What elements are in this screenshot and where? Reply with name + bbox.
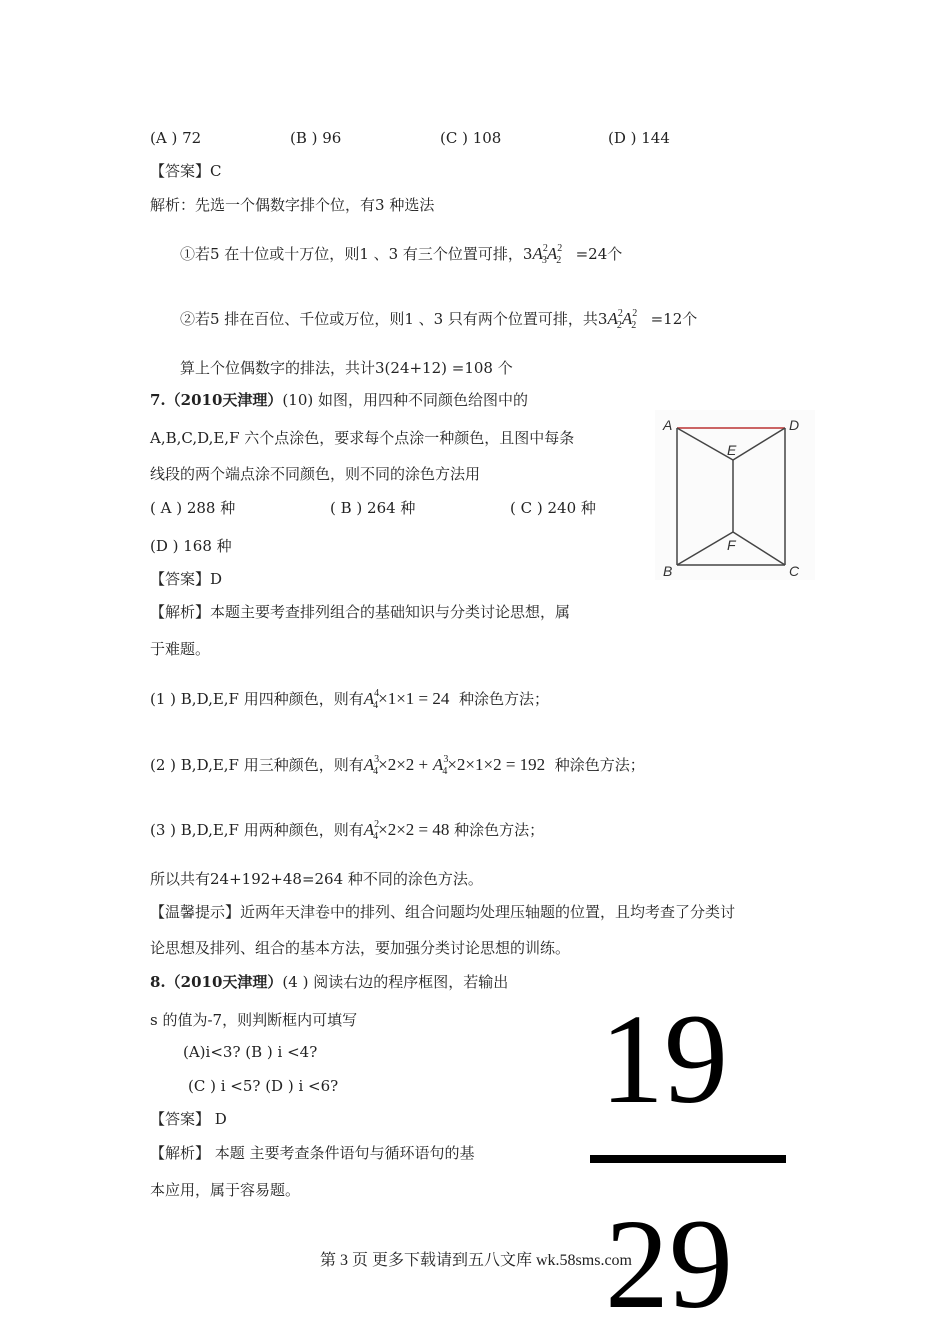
label-d: D [789, 417, 800, 433]
label-f: F [727, 537, 736, 553]
q7-case2-math2: ×2×1×2 = 192 [447, 755, 546, 774]
q6-case2-result: =12个 [650, 310, 698, 328]
q7-option-a: ( A ) 288 种 [150, 499, 236, 517]
q8-options-line1: (A)i<3? (B ) i <4? [183, 1043, 318, 1061]
q7-option-d: (D ) 168 种 [150, 537, 232, 555]
q7-case1 [150, 684, 549, 716]
label-b: B [663, 563, 673, 579]
label-e: E [727, 442, 737, 458]
q7-case1-text: (1 ) B,D,E,F 用四种颜色，则有 [150, 690, 364, 708]
q6-case1-text: ①若5 在十位或十万位，则1 、3 有三个位置可排，3 [180, 245, 533, 263]
q7-option-b: ( B ) 264 种 [330, 499, 416, 517]
q8-analysis-line1: 【解析】 本题 主要考查条件语句与循环语句的基 [150, 1144, 475, 1162]
q8-options-line2: (C ) i <5? (D ) i <6? [188, 1077, 339, 1095]
q7-case2-text: (2 ) B,D,E,F 用三种颜色，则有 [150, 756, 364, 774]
q7-case3-text: (3 ) B,D,E,F 用两种颜色，则有 [150, 821, 364, 839]
q6-option-d: (D ) 144 [608, 129, 670, 147]
q7-case1-math: ×1×1 = 24 [378, 689, 450, 708]
q6-case1-formula: $A^2_3A^2_2$ [532, 243, 563, 266]
q7-stem-line1 [150, 390, 528, 410]
q7-case1-tail: 种涂色方法； [458, 690, 549, 708]
q7-case3 [150, 815, 544, 847]
q7-stem-line3: 线段的两个端点涂不同颜色，则不同的涂色方法用 [150, 465, 481, 483]
q6-case1-result: =24个 [575, 245, 623, 263]
q7-case3-math: ×2×2 = 48 [378, 820, 450, 839]
q8-answer: 【答案】 D [150, 1110, 227, 1128]
q7-case2-symbol2: $A^3_4$ [432, 754, 449, 777]
q7-answer: 【答案】D [150, 570, 223, 588]
q8-title: 8.（2010天津理） [150, 973, 283, 991]
q7-case2-tail: 种涂色方法； [554, 756, 645, 774]
label-a: A [663, 417, 673, 433]
q7-tip-line2: 论思想及排列、组合的基本方法，要加强分类讨论思想的训练。 [150, 939, 571, 957]
q6-case2-formula: $A^2_2A^2_2$ [607, 308, 638, 331]
page-footer: 第 3 页 更多下载请到五八文库 wk.58sms.com [320, 1252, 633, 1269]
q7-case3-symbol: $A^2_4$ [363, 819, 380, 842]
q8-stem-line2: s 的值为-7，则判断框内可填写 [150, 1011, 358, 1029]
q6-analysis: 解析：先选一个偶数字排个位，有3 种选法 [150, 196, 435, 214]
q7-analysis-line2: 于难题。 [150, 640, 211, 658]
q7-case2-symbol1: $A^3_4$ [363, 754, 380, 777]
q7-case2-math1: ×2×2 + [378, 755, 429, 774]
q6-case2 [180, 304, 697, 336]
q8-stem-line1 [150, 972, 508, 992]
page-fraction-numerator: 19 [600, 988, 728, 1130]
q7-stem1: (10) 如图，用四种不同颜色给图中的 [282, 391, 528, 409]
q7-case1-symbol: $A^4_4$ [363, 688, 380, 711]
page-fraction-bar [590, 1155, 786, 1163]
label-c: C [789, 563, 800, 579]
q6-option-b: (B ) 96 [290, 129, 342, 147]
q7-tip-line1: 【温馨提示】近两年天津卷中的排列、组合问题均处理压轴题的位置，且均考查了分类讨 [150, 903, 736, 921]
q8-stem1: (4 ) 阅读右边的程序框图，若输出 [282, 973, 509, 991]
q7-case3-tail: 种涂色方法； [454, 821, 545, 839]
q6-option-c: (C ) 108 [440, 129, 502, 147]
q6-case2-text: ②若5 排在百位、千位或万位，则1 、3 只有两个位置可排，共3 [180, 310, 608, 328]
q6-answer: 【答案】C [150, 162, 222, 180]
q7-title: 7.（2010天津理） [150, 391, 283, 409]
q7-case2 [150, 750, 645, 782]
q6-option-a: (A ) 72 [150, 129, 202, 147]
q7-figure [655, 410, 815, 580]
q7-conclusion: 所以共有24+192+48=264 种不同的涂色方法。 [150, 870, 483, 888]
q6-total: 算上个位偶数字的排法，共计3(24+12) =108 个 [180, 359, 513, 377]
q8-analysis-line2: 本应用，属于容易题。 [150, 1181, 301, 1199]
q7-stem-line2: A,B,C,D,E,F 六个点涂色，要求每个点涂一种颜色，且图中每条 [150, 429, 575, 447]
page-fraction-denominator: 29 [605, 1193, 733, 1335]
q6-case1 [180, 239, 622, 271]
q7-analysis-line1: 【解析】本题主要考查排列组合的基础知识与分类讨论思想，属 [150, 603, 571, 621]
q7-option-c: ( C ) 240 种 [510, 499, 596, 517]
